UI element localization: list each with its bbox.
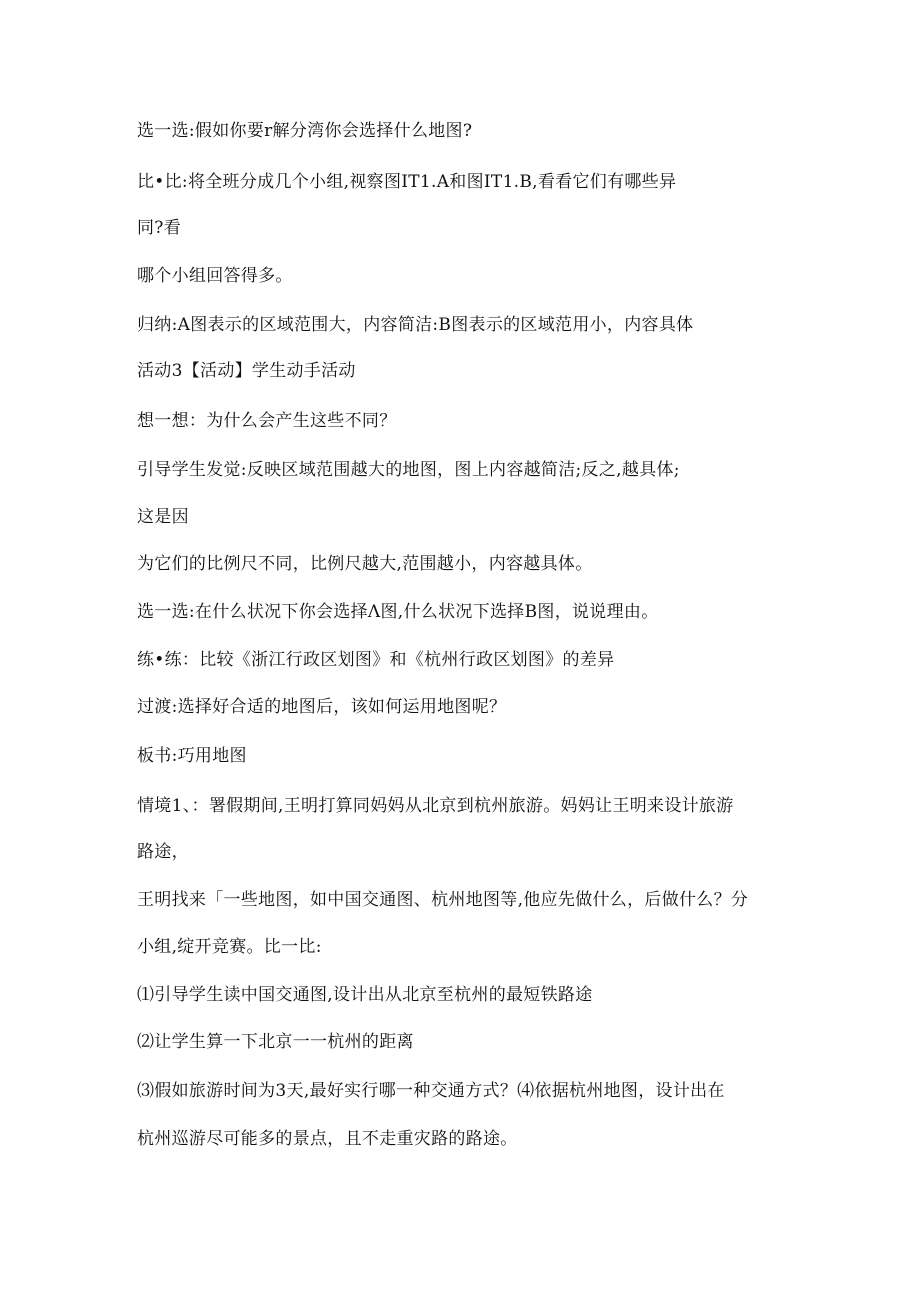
text-line-8: 引导学生发觉:反映区域范围越大的地图，图上内容越简洁;反之,越具体; (137, 460, 680, 480)
text-line-15: 情境1、：署假期间,王明打算同妈妈从北京到杭州旅游。妈妈让王明来设计旅游 (137, 796, 734, 816)
text-line-17: 王明找来「一些地图，如中国交通图、杭州地图等,他应先做什么，后做什么？分 (137, 890, 749, 910)
text-line-12: 练•练：比较《浙江行政区划图》和《杭州行政区划图》的差异 (137, 650, 615, 670)
text-line-10: 为它们的比例尺不同，比例尺越大,范围越小，内容越具体。 (137, 554, 593, 574)
text-line-2: 比•比:将全班分成几个小组,视察图IT1.A和图IT1.B,看看它们有哪些异 (137, 172, 677, 192)
text-line-18: 小组,绽开竞赛。比一比: (137, 937, 322, 957)
text-line-5: 归纳:A图表示的区域范围大，内容简洁:B图表示的区域范用小，内容具体 (137, 315, 694, 335)
text-line-9: 这是因 (137, 507, 189, 527)
text-line-16: 路途， (137, 842, 189, 862)
text-line-11: 选一选:在什么状况下你会选择Λ图,什么状况下选择B图，说说理由。 (137, 602, 659, 622)
text-line-6: 活动3【活动】学生动手活动 (137, 361, 356, 381)
text-line-3: 同?看 (137, 218, 182, 238)
text-line-13: 过渡:选择好合适的地图后，该如何运用地图呢？ (137, 697, 507, 717)
text-line-14: 板书:巧用地图 (137, 746, 247, 766)
text-line-7: 想一想：为什么会产生这些不同？ (137, 411, 397, 431)
text-line-4: 哪个小组回答得多。 (137, 266, 293, 286)
text-line-1: 选一选:假如你要r解分湾你会选择什么地图? (137, 121, 473, 141)
text-line-20: ⑵让学生算一下北京一一杭州的距离 (137, 1032, 414, 1052)
text-line-21: ⑶假如旅游时间为3天,最好实行哪一种交通方式？⑷依据杭州地图，设计出在 (137, 1081, 725, 1101)
text-line-19: ⑴引导学生读中国交通图,设计出从北京至杭州的最短铁路途 (137, 985, 593, 1005)
text-line-22: 杭州巡游尽可能多的景点，且不走重灾路的路途。 (137, 1129, 518, 1149)
